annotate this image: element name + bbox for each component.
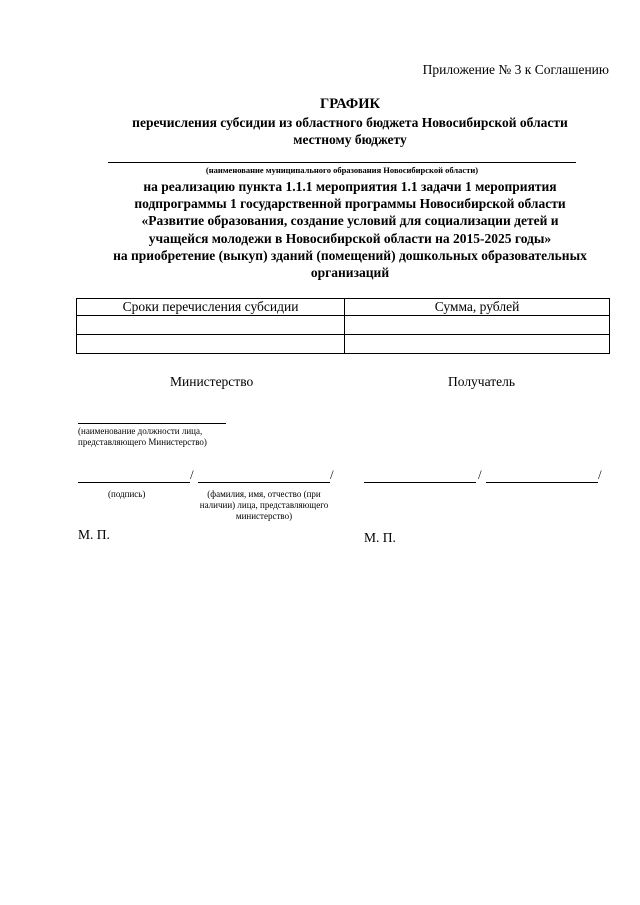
table-header-row (77, 299, 610, 316)
ministry-label: Министерство (170, 374, 254, 389)
document-title: ГРАФИК (319, 96, 381, 112)
subtitle-line: местному бюджету (293, 132, 407, 147)
signature-separator: / (190, 467, 194, 482)
signature-caption: (подпись) (108, 489, 146, 499)
recipient-signature-line[interactable] (364, 482, 476, 483)
ministry-name-line[interactable] (198, 482, 330, 483)
signature-separator: / (330, 467, 334, 482)
purpose-line: подпрограммы 1 государственной программы Новосибирской области (134, 196, 566, 212)
column-header-amount: Сумма, рублей (345, 299, 610, 316)
purpose-line: учащейся молодежи в Новосибирской области на 2015-2025 годы» (148, 230, 552, 246)
column-header-dates: Сроки перечисления субсидии (77, 299, 345, 316)
recipient-name-line[interactable] (486, 482, 598, 483)
purpose-line: на приобретение (выкуп) зданий (помещений) дошкольных образовательных (113, 247, 587, 263)
position-caption: (наименование должности лица, представляющего Министерство) (78, 426, 207, 447)
municipality-caption: (наименование муниципального образования Новосибирской области) (205, 165, 479, 175)
document-subtitle (60, 114, 640, 148)
appendix-reference: Приложение № 3 к Соглашению (422, 62, 609, 77)
table-cell[interactable] (77, 335, 345, 354)
municipality-fill-line[interactable] (108, 162, 576, 163)
position-fill-line[interactable] (78, 423, 226, 424)
schedule-table (76, 298, 610, 354)
table-row (77, 335, 610, 354)
recipient-label: Получатель (448, 374, 516, 389)
ministry-stamp-place: М. П. (78, 527, 110, 542)
table-row (77, 316, 610, 335)
signature-separator: / (598, 467, 602, 482)
purpose-line: «Развитие образования, создание условий для социализации детей и (141, 213, 559, 229)
purpose-line: на реализацию пункта 1.1.1 мероприятия 1.1 задачи 1 мероприятия (143, 179, 557, 194)
table-cell[interactable] (345, 335, 610, 354)
recipient-stamp-place: М. П. (364, 530, 396, 545)
subtitle-line: перечисления субсидии из областного бюджета Новосибирской области (132, 115, 568, 130)
purpose-line: организаций (310, 265, 390, 281)
signature-separator: / (478, 467, 482, 482)
ministry-signature-line[interactable] (78, 482, 190, 483)
table-cell[interactable] (77, 316, 345, 335)
table-cell[interactable] (345, 316, 610, 335)
name-caption: (фамилия, имя, отчество (при наличии) лица, представляющего министерство) (199, 489, 329, 521)
purpose-text (60, 178, 640, 281)
